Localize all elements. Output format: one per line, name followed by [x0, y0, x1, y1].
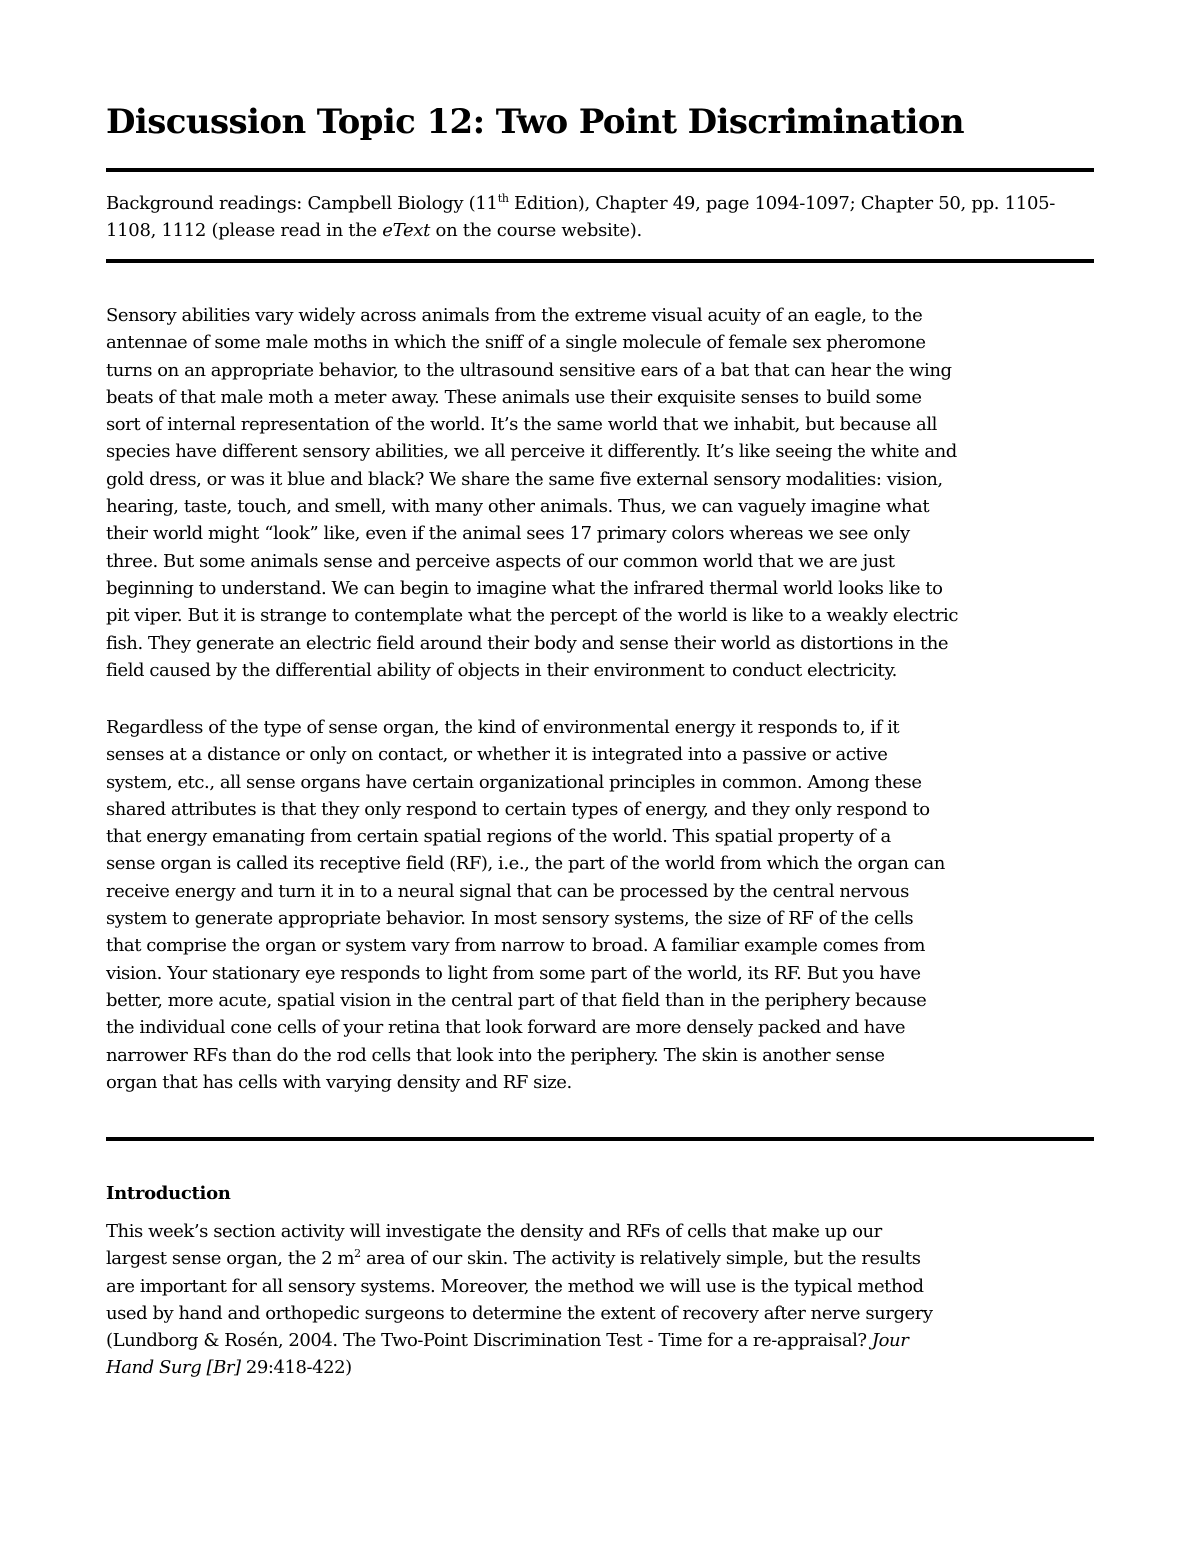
text-line: [106, 1354, 1096, 1381]
text-line: hearing, taste, touch, and smell, with many other animals. Thus, we can vaguely imagine what: [106, 496, 930, 518]
text-line: used by hand and orthopedic surgeons to determine the extent of recovery after nerve surgery: [106, 1302, 933, 1324]
text-line: gold dress, or was it blue and black? We share the same five external sensory modalities: vision,: [106, 468, 943, 490]
text-line: system, etc., all sense organs have certain organizational principles in common. Among these: [106, 771, 922, 793]
text-line: receive energy and turn it in to a neural signal that can be processed by the central nervous: [106, 880, 909, 902]
text-line: senses at a distance or only on contact, or whether it is integrated into a passive or active: [106, 744, 888, 766]
text-line: beginning to understand. We can begin to imagine what the infrared thermal world looks like to: [106, 577, 943, 599]
paragraph-receptive-fields: [106, 714, 1096, 1096]
text-line: Sensory abilities vary widely across animals from the extreme visual acuity of an eagle, to the: [106, 305, 923, 326]
divider-top: [106, 168, 1094, 172]
text-line: narrower RFs than do the rod cells that look into the periphery. The skin is another sense: [106, 1044, 885, 1066]
etext-link-text: eText: [382, 220, 431, 241]
text-line: [106, 1327, 1096, 1354]
text-line: field caused by the differential ability of objects in their environment to conduct electricity.: [106, 659, 897, 681]
divider-before-introduction: [106, 1137, 1094, 1141]
text-line: sense organ is called its receptive field (RF), i.e., the part of the world from which the organ can: [106, 853, 945, 875]
text-line: This week’s section activity will investigate the density and RFs of cells that make up our: [106, 1221, 882, 1242]
text-line: are important for all sensory systems. Moreover, the method we will use is the typical method: [106, 1275, 924, 1297]
journal-name: Jour: [871, 1330, 909, 1352]
text-line: [106, 1245, 1096, 1272]
text-line: better, more acute, spatial vision in the central part of that field than in the periphery because: [106, 989, 927, 1011]
page-title: Discussion Topic 12: Two Point Discrimination: [106, 102, 964, 142]
text-line: antennae of some male moths in which the sniff of a single molecule of female sex pheromone: [106, 332, 926, 354]
citation-text: (Lundborg & Rosén, 2004. The Two-Point Discrimination Test - Time for a re-appraisal?: [106, 1330, 872, 1352]
introduction-paragraph: [106, 1218, 1096, 1382]
text-line: vision. Your stationary eye responds to light from some part of the world, its RF. But you have: [106, 962, 921, 984]
background-readings: [106, 190, 1094, 244]
text-line: species have different sensory abilities, we all perceive it differently. It’s like seeing the white and: [106, 441, 957, 463]
text-line: beats of that male moth a meter away. These animals use their exquisite senses to build some: [106, 386, 922, 408]
text-line: fish. They generate an electric field around their body and sense their world as distortions in the: [106, 632, 949, 654]
text-line: the individual cone cells of your retina that look forward are more densely packed and have: [106, 1017, 906, 1039]
readings-text: Background readings: Campbell Biology (11: [106, 193, 498, 214]
text-line: system to generate appropriate behavior. In most sensory systems, the size of RF of the cells: [106, 908, 914, 930]
text-line: turns on an appropriate behavior, to the ultrasound sensitive ears of a bat that can hear the wing: [106, 359, 952, 381]
introduction-heading: Introduction: [106, 1183, 231, 1204]
text-line: Regardless of the type of sense organ, the kind of environmental energy it responds to, if it: [106, 717, 900, 738]
journal-name: Hand Surg [Br]: [106, 1357, 241, 1379]
text-line: three. But some animals sense and perceive aspects of our common world that we are just: [106, 550, 895, 572]
text-line: organ that has cells with varying density and RF size.: [106, 1071, 572, 1093]
text-segment: area of our skin. The activity is relatively simple, but the results: [360, 1248, 921, 1270]
readings-text-continued: Edition), Chapter 49, page 1094-1097; Chapter 50, pp. 1105-1108, 1112 (please read in the: [106, 193, 1056, 241]
readings-text-end: on the course website).: [430, 220, 642, 241]
text-line: sort of internal representation of the world. It’s the same world that we inhabit, but because all: [106, 414, 937, 436]
paragraph-sensory-abilities: [106, 302, 1096, 684]
text-line: that comprise the organ or system vary from narrow to broad. A familiar example comes from: [106, 935, 925, 957]
text-segment: largest sense organ, the 2 m: [106, 1248, 355, 1270]
readings-superscript: th: [497, 192, 509, 205]
superscript: 2: [354, 1247, 361, 1261]
divider-after-readings: [106, 259, 1094, 263]
text-line: their world might “look” like, even if the animal sees 17 primary colors whereas we see only: [106, 523, 910, 545]
citation-text: 29:418-422): [240, 1357, 352, 1379]
text-line: that energy emanating from certain spatial regions of the world. This spatial property of a: [106, 826, 891, 848]
text-line: pit viper. But it is strange to contemplate what the percept of the world is like to a weakly electric: [106, 605, 958, 627]
text-line: shared attributes is that they only respond to certain types of energy, and they only respond to: [106, 798, 930, 820]
